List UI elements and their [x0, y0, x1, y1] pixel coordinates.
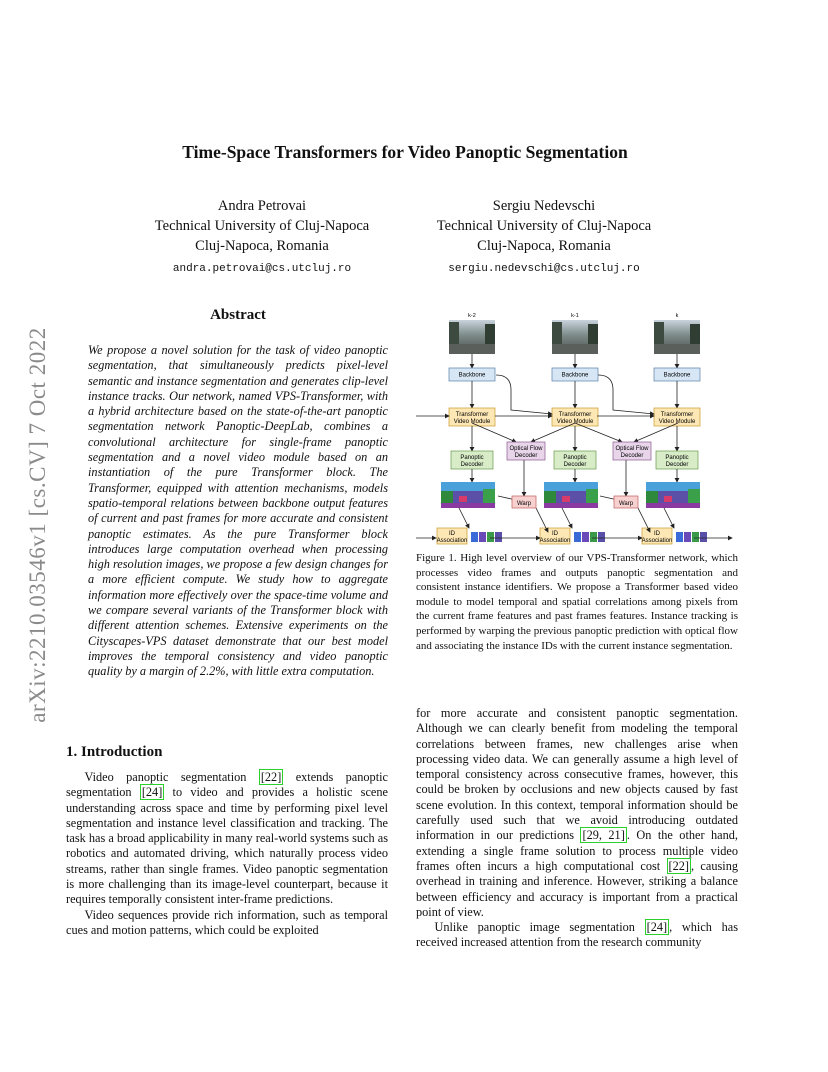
- citation-link[interactable]: [24]: [646, 920, 668, 935]
- section-heading-introduction: 1. Introduction: [66, 744, 163, 760]
- author-location: Cluj-Napoca, Romania: [195, 238, 329, 254]
- arxiv-stamp-text: arXiv:2210.03546v1 [cs.CV] 7 Oct 2022: [25, 327, 50, 723]
- optical-flow-decoder-2: [613, 442, 651, 460]
- svg-text:Association: Association: [641, 538, 673, 544]
- paragraph: for more accurate and consistent panoptic segmentation. Although we can clearly benefit from modeling the temporal correlations between frames, new challenges arise when processing video data. We can generally assume a high level of temporal consistency across consecutive frames, however, this could be broken by occlusions and new objects caused by fast scene evolution. In this context, temporal information should be carefully used such that we avoid introducing outdated information in our predictions [29, 21] . On the other hand, extending a single frame solution to process multiple video frames often incurs a high computational cost [22] , causing overhead in training and inference. However, striking a balance between efficiency and accuracy is important from a practical point of view.: [416, 706, 739, 919]
- panoptic-decoder-box: [554, 451, 596, 469]
- paper-title: Time-Space Transformers for Video Panoptic Segmentation: [182, 142, 628, 162]
- intro-text: [66, 770, 388, 938]
- svg-text:Backbone: Backbone: [663, 372, 691, 379]
- svg-text:Decoder: Decoder: [620, 453, 644, 459]
- abstract-text: We propose a novel solution for the task of video panoptic segmentation, that simultaneously predicts pixel-level semantic and instance segmentation and generates clip-level instance tracks. Our network, named VPS-Transformer, with a hybrid architecture based on the state-of-the-art panoptic segmentation network Panoptic-DeepLab, combines a convolutional architecture for single-frame panoptic segmentation and a novel video module based on an instantiation of the pure Transformer block. The Transformer, equipped with attention mechanisms, models spatio-temporal relations between backbone output features of current and past frames for more accurate and consistent panoptic estimates. As the pure Transformer block introduces large computation overhead when processing high resolution images, we propose a few design changes for a more efficient compute. We study how to aggregate information more effectively over the space-time volume and we compare several variants of the Transformer block with different attention schemes. Extensive experiments on the Cityscapes-VPS dataset demonstrate that our best model improves the temporal consistency and video panoptic quality by a margin of 2.2%, with little extra computation.: [88, 343, 388, 679]
- paragraph: Unlike panoptic image segmentation [24] , which has received increased attention from the research community: [416, 920, 738, 950]
- svg-text:ID: ID: [654, 531, 660, 537]
- citation-link[interactable]: [22]: [260, 770, 282, 784]
- figure-column: [437, 313, 502, 544]
- author-block-1: [133, 196, 391, 279]
- svg-text:Association: Association: [436, 538, 468, 544]
- backbone-box: [449, 368, 495, 381]
- svg-text:Transformer: Transformer: [558, 412, 592, 418]
- instance-id-strip: [574, 532, 605, 542]
- right-column-text: [416, 706, 738, 951]
- id-association-box: [540, 528, 571, 544]
- svg-text:Optical Flow: Optical Flow: [509, 446, 543, 452]
- arxiv-stamp: [16, 290, 60, 760]
- svg-text:Video Module: Video Module: [453, 419, 491, 425]
- figure-caption: Figure 1. High level overview of our VPS-Transformer network, which processes video frames and outputs panoptic segmentation and consistent instance identifiers. We propose a Transformer based video module to model temporal and spatial correlations among pixels from the current frame features and past frames features. Instance tracking is performed by warping the previous panoptic prediction with optical flow and associating the instance IDs with the current instance segmentation.: [416, 552, 738, 652]
- frame-label: k-2: [468, 313, 476, 319]
- svg-text:Decoder: Decoder: [460, 462, 484, 468]
- panoptic-decoder-box: [451, 451, 493, 469]
- author-email[interactable]: andra.petrovai@cs.utcluj.ro: [172, 263, 352, 275]
- author-affiliation: Technical University of Cluj-Napoca: [154, 218, 370, 234]
- frame-label: k-1: [571, 313, 579, 319]
- citation-link[interactable]: [24]: [141, 785, 163, 800]
- figure-column: [642, 313, 707, 544]
- panoptic-output-image: [441, 482, 495, 508]
- svg-text:Association: Association: [539, 538, 571, 544]
- warp-box-1: [512, 496, 536, 508]
- author-affiliation: Technical University of Cluj-Napoca: [436, 218, 652, 234]
- author-name: Andra Petrovai: [217, 198, 307, 214]
- svg-text:Panoptic: Panoptic: [563, 455, 587, 461]
- paragraph: Video sequences provide rich information, such as temporal cues and motion patterns, which could be exploited: [66, 907, 388, 937]
- id-association-box: [437, 528, 468, 544]
- panoptic-output-image: [646, 482, 700, 508]
- svg-text:Transformer: Transformer: [455, 412, 489, 418]
- paragraph: Video panoptic segmentation [22] extends panoptic segmentation [24] to video and provides a holistic scene understanding across space and time by performing pixel level segmentation and instance level classification and tracking. The task has a broad applicability in many real-world systems such as robotics and automated driving, which naturally process video streams, rather than single frames. Video panoptic segmentation is more challenging than its image-level counterpart, because it requires temporally consistent inter-frame predictions.: [66, 770, 388, 907]
- svg-text:Panoptic: Panoptic: [460, 455, 484, 461]
- svg-text:ID: ID: [449, 531, 455, 537]
- panoptic-decoder-box: [656, 451, 698, 469]
- panoptic-output-image: [544, 482, 598, 508]
- author-location: Cluj-Napoca, Romania: [477, 238, 611, 254]
- author-name: Sergiu Nedevschi: [492, 198, 596, 214]
- backbone-box: [552, 368, 598, 381]
- backbone-box: [654, 368, 700, 381]
- svg-text:Decoder: Decoder: [665, 462, 689, 468]
- svg-text:Panoptic: Panoptic: [665, 455, 689, 461]
- figure-column: [540, 313, 605, 544]
- svg-text:Backbone: Backbone: [561, 372, 589, 379]
- svg-text:Video Module: Video Module: [658, 419, 696, 425]
- author-block-2: [415, 196, 673, 279]
- id-association-box: [642, 528, 673, 544]
- svg-text:Transformer: Transformer: [660, 412, 694, 418]
- optical-flow-decoder-1: [507, 442, 545, 460]
- svg-text:Warp: Warp: [618, 501, 634, 507]
- svg-text:Video Module: Video Module: [556, 419, 594, 425]
- abstract-heading: Abstract: [210, 307, 266, 323]
- citation-link[interactable]: [29, 21]: [582, 828, 625, 843]
- architecture-figure: [416, 310, 736, 546]
- instance-id-strip: [676, 532, 707, 542]
- svg-text:Optical Flow: Optical Flow: [615, 446, 649, 452]
- svg-text:Backbone: Backbone: [458, 372, 486, 379]
- citation-link[interactable]: [22]: [668, 858, 690, 873]
- svg-text:Decoder: Decoder: [514, 453, 538, 459]
- svg-text:ID: ID: [552, 531, 558, 537]
- warp-box-2: [614, 496, 638, 508]
- author-email[interactable]: sergiu.nedevschi@cs.utcluj.ro: [448, 263, 640, 275]
- svg-text:Warp: Warp: [516, 501, 532, 507]
- frame-label: k: [675, 313, 679, 319]
- svg-text:Decoder: Decoder: [563, 462, 587, 468]
- instance-id-strip: [471, 532, 502, 542]
